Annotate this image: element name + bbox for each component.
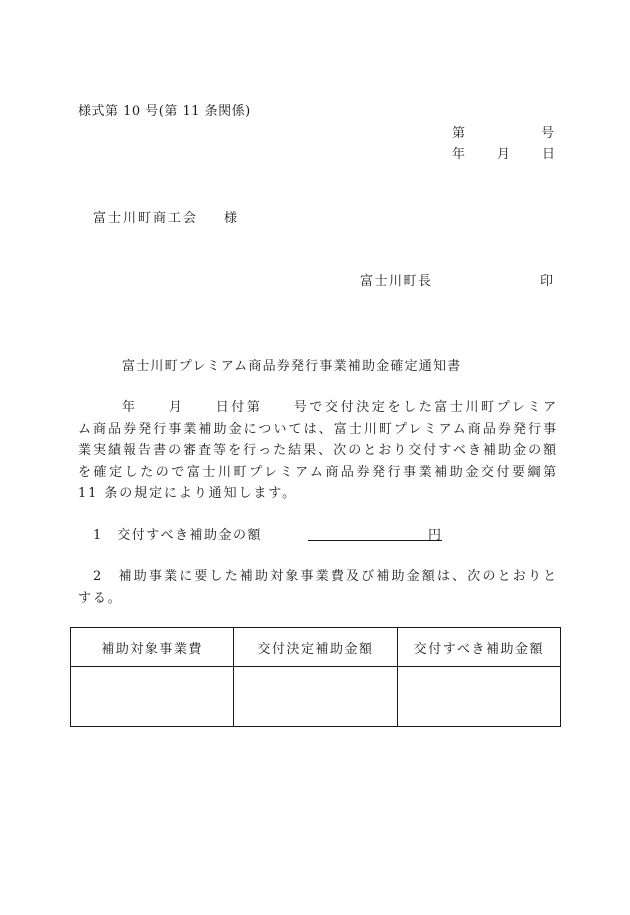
table-header-cell: 交付決定補助金額 [234,628,397,667]
body-line: ム商品券発行事業補助金については、富士川町プレミアム商品券発行事 [78,421,558,437]
form-number: 様式第 10 号(第 11 条関係) [78,104,251,119]
table-cell [71,667,234,727]
sender-name: 富士川町長 [360,274,433,289]
date-year: 年 [452,147,466,162]
body-line: 年 月 日付第 号で交付決定をした富士川町プレミア [122,400,558,415]
body-paragraph [78,397,558,505]
item2-line: する。 [78,590,123,606]
amount-blank-line [308,524,442,541]
recipient-name: 富士川町商工会 [93,211,199,226]
amounts-table [70,627,561,727]
recipient-honorific: 様 [224,211,238,226]
table-cell [234,667,397,727]
table-header-cell: 交付すべき補助金額 [397,628,560,667]
document-number-label: 第 [452,126,466,141]
amount-unit: 円 [428,528,442,543]
body-line: 11 条の規定により通知します。 [78,486,298,501]
table-header-row [71,628,561,667]
table-header-cell: 補助対象事業費 [71,628,234,667]
body-line: 業実績報告書の審査等を行った結果、次のとおり交付すべき補助金の額 [78,443,558,458]
item2-line: 2 補助事業に要した補助対象事業費及び補助金額は、次のとおりと [93,569,558,584]
document-number-suffix: 号 [541,126,555,141]
item2-paragraph [78,566,558,609]
body-line: を確定したので富士川町プレミアム商品券発行事業補助金交付要綱第 [78,464,558,480]
date-month: 月 [497,147,511,162]
date-day: 日 [542,147,556,162]
document-title: 富士川町プレミアム商品券発行事業補助金確定通知書 [122,359,462,374]
table-row [71,667,561,727]
seal-mark: 印 [540,274,554,289]
table-cell [397,667,560,727]
item1-label: 1 交付すべき補助金の額 [93,528,263,543]
